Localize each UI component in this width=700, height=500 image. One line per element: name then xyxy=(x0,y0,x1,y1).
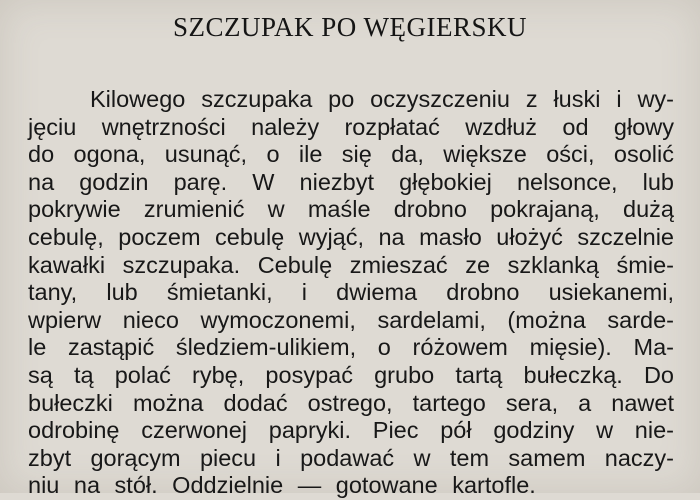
body-line: do ogona, usunąć, o ile się da, większe ości, osolić xyxy=(28,141,674,167)
body-line: cebulę, poczem cebulę wyjąć, na masło ułożyć szczelnie xyxy=(28,224,674,250)
body-line: kawałki szczupaka. Cebulę zmieszać ze szklanką śmie- xyxy=(28,252,674,278)
body-line: pokrywie zrumienić w maśle drobno pokrajaną, dużą xyxy=(28,196,674,222)
body-line: tany, lub śmietanki, i dwiema drobno usiekanemi, xyxy=(28,279,674,305)
body-line: jęciu wnętrzności należy rozpłatać wzdłuż od głowy xyxy=(28,114,674,140)
body-line: bułeczki można dodać ostrego, tartego sera, a nawet xyxy=(28,390,674,416)
body-line: zbyt gorącym piecu i podawać w tem samem naczy- xyxy=(28,445,674,471)
body-line: odrobinę czerwonej papryki. Piec pół godziny w nie- xyxy=(28,417,674,443)
body-line: są tą polać rybę, posypać grubo tartą bułeczką. Do xyxy=(28,362,674,388)
body-line: Kilowego szczupaka po oczyszczeniu z łuski i wy- xyxy=(90,86,674,112)
body-line: wpierw nieco wymoczonemi, sardelami, (można sarde- xyxy=(28,307,674,333)
body-line: niu na stół. Oddzielnie — gotowane kartofle. xyxy=(28,472,536,498)
recipe-title: SZCZUPAK PO WĘGIERSKU xyxy=(172,12,528,42)
body-line: na godzin parę. W niezbyt głębokiej nelsonce, lub xyxy=(28,169,674,195)
body-line: le zastąpić śledziem-ulikiem, o różowem mięsie). Ma- xyxy=(28,334,674,360)
